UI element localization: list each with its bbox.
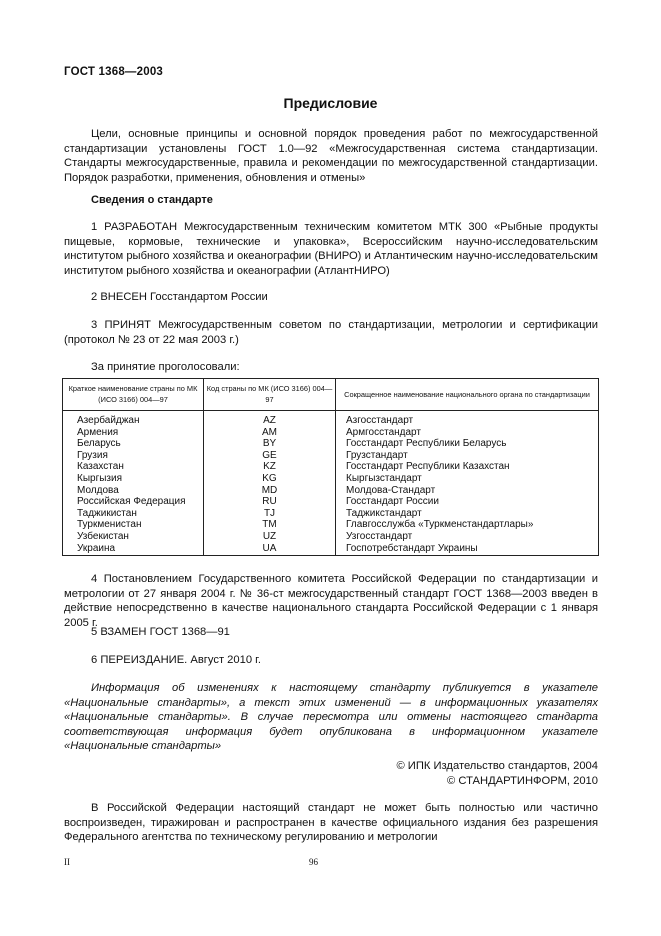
country-code-cell: KZ [204, 461, 336, 473]
country-code-cell: MD [204, 485, 336, 497]
rights-note: В Российской Федерации настоящий стандарт не может быть полностью или частично воспроизведен, тиражирован и распространен в качестве официального издания без разрешения Федерального агентства по техническому регулированию и метрологии [64, 802, 598, 844]
country-name-cell: Казахстан [63, 461, 204, 473]
section-heading: Сведения о стандарте [91, 194, 213, 206]
country-code-cell: UA [204, 543, 336, 556]
table-body [63, 411, 599, 556]
table-row [63, 427, 599, 439]
table-row [63, 473, 599, 485]
standards-body-cell: Грузстандарт [336, 450, 599, 462]
standards-body-cell: Госстандарт Республики Беларусь [336, 438, 599, 450]
table-row [63, 461, 599, 473]
standards-body-cell: Госпотребстандарт Украины [336, 543, 599, 556]
document-header: ГОСТ 1368—2003 [64, 66, 164, 78]
standards-body-cell: Кыргызстандарт [336, 473, 599, 485]
country-name-cell: Беларусь [63, 438, 204, 450]
item-6-reissue: 6 ПЕРЕИЗДАНИЕ. Август 2010 г. [91, 654, 261, 666]
footer-roman-numeral: II [64, 857, 70, 867]
standards-body-cell: Госстандарт России [336, 496, 599, 508]
standards-body-cell: Азгосстандарт [336, 411, 599, 427]
item-1-developed: 1 РАЗРАБОТАН Межгосударственным техническим комитетом МТК 300 «Рыбные продукты пищевые, кормовые, технические и упаковка», Всероссийским научно-исследовательским институтом рыбного хозяйства и океанографии (ВНИРО) и Атлантическим научно-исследовательским институтом рыбного хозяйства и океанографии (АтлантНИРО) [64, 221, 598, 277]
country-name-cell: Украина [63, 543, 204, 556]
page-title: Предисловие [283, 95, 378, 111]
item-4-decree: 4 Постановлением Государственного комитета Российской Федерации по стандартизации и метрологии от 27 января 2004 г. № 36-ст межгосударственный стандарт ГОСТ 1368—2003 введен в действие непосредственно в качестве национального стандарта Российской Федерации с 1 января 2005 г. [64, 573, 598, 629]
table-row [63, 519, 599, 531]
item-2-introduced: 2 ВНЕСЕН Госстандартом России [91, 291, 268, 303]
footer-page-number: 96 [309, 857, 318, 867]
country-code-cell: BY [204, 438, 336, 450]
standards-body-cell: Узгосстандарт [336, 531, 599, 543]
country-code-cell: GE [204, 450, 336, 462]
country-code-cell: TM [204, 519, 336, 531]
table-row [63, 496, 599, 508]
standards-body-cell: Таджикстандарт [336, 508, 599, 520]
table-row [63, 543, 599, 556]
country-name-cell: Армения [63, 427, 204, 439]
item-5-replaces: 5 ВЗАМЕН ГОСТ 1368—91 [91, 626, 230, 638]
country-code-cell: AM [204, 427, 336, 439]
country-name-cell: Кыргызия [63, 473, 204, 485]
table-row [63, 438, 599, 450]
country-name-cell: Молдова [63, 485, 204, 497]
standards-body-cell: Армгосстандарт [336, 427, 599, 439]
standards-body-cell: Госстандарт Республики Казахстан [336, 461, 599, 473]
column-header-body: Сокращенное наименование национального органа по стандартизации [336, 379, 599, 411]
voted-label: За принятие проголосовали: [91, 361, 240, 373]
copyright-line-1: © ИПК Издательство стандартов, 2004 [396, 760, 598, 772]
country-code-cell: TJ [204, 508, 336, 520]
country-name-cell: Российская Федерация [63, 496, 204, 508]
country-name-cell: Таджикистан [63, 508, 204, 520]
table-row [63, 411, 599, 427]
country-code-cell: AZ [204, 411, 336, 427]
country-name-cell: Грузия [63, 450, 204, 462]
table-row [63, 531, 599, 543]
intro-paragraph: Цели, основные принципы и основной порядок проведения работ по межгосударственной стандартизации установлены ГОСТ 1.0—92 «Межгосударственная система стандартизации. Стандарты межгосударственные, правила и рекомендации по межгосударственной стандартизации. Порядок разработки, применения, обновления и отмены» [64, 128, 598, 184]
table-row [63, 450, 599, 462]
country-code-cell: UZ [204, 531, 336, 543]
country-name-cell: Узбекистан [63, 531, 204, 543]
country-code-cell: RU [204, 496, 336, 508]
standards-body-cell: Молдова-Стандарт [336, 485, 599, 497]
column-header-code: Код страны по МК (ИСО 3166) 004—97 [204, 379, 336, 411]
table-row [63, 508, 599, 520]
column-header-country: Краткое наименование страны по МК (ИСО 3166) 004—97 [63, 379, 204, 411]
country-name-cell: Туркменистан [63, 519, 204, 531]
standards-body-cell: Главгосслужба «Туркменстандартлары» [336, 519, 599, 531]
amendments-info-note: Информация об изменениях к настоящему стандарту публикуется в указателе «Национальные стандарты», а текст этих изменений — в информационных указателях «Национальные стандарты». В случае пересмотра или отмены настоящего стандарта соответствующая информация будет опубликована в информационном указателе «Национальные стандарты» [64, 682, 598, 753]
country-code-cell: KG [204, 473, 336, 485]
copyright-line-2: © СТАНДАРТИНФОРМ, 2010 [447, 775, 598, 787]
countries-table [62, 378, 599, 556]
country-name-cell: Азербайджан [63, 411, 204, 427]
table-header-row [63, 379, 599, 411]
table-row [63, 485, 599, 497]
item-3-adopted: 3 ПРИНЯТ Межгосударственным советом по стандартизации, метрологии и сертификации (протокол № 23 от 22 мая 2003 г.) [64, 319, 598, 346]
